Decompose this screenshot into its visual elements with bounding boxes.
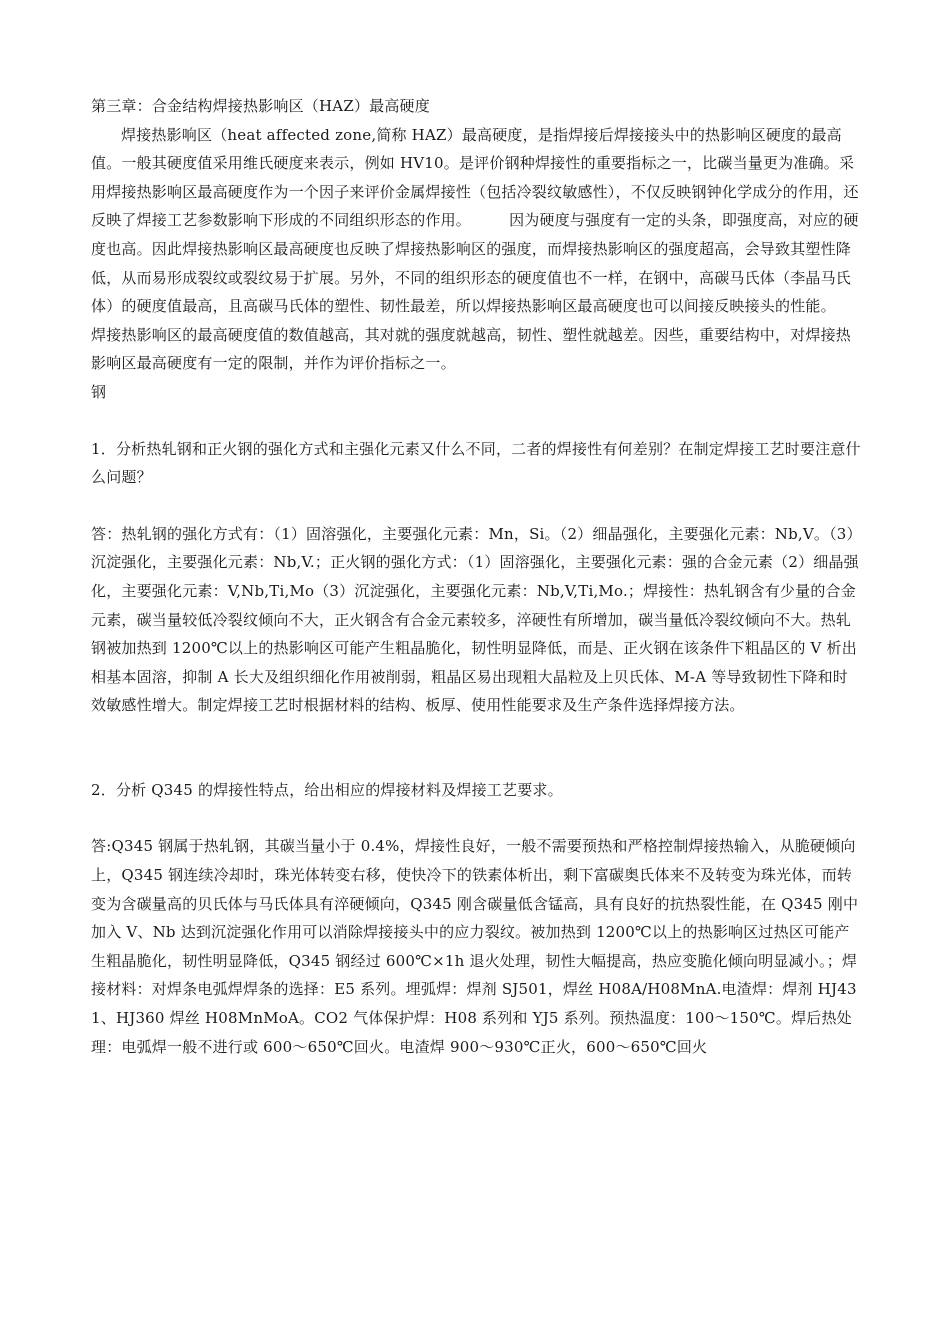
question-2: 2．分析 Q345 的焊接性特点，给出相应的焊接材料及焊接工艺要求。	[91, 780, 563, 799]
chapter-title: 第三章：合金结构焊接热影响区（HAZ）最高硬度	[91, 97, 430, 115]
spacer	[91, 492, 861, 520]
answer-2: 答:Q345 钢属于热轧钢，其碳当量小于 0.4%，焊接性良好，一般不需要预热和严格控制焊接热输入，从脆硬倾向上，Q345 钢连续冷却时，珠光体转变右移，使快冷下的铁素体析出，剩下富碳奥氏体来不及转变为珠光体，而转变为含碳量高的贝氏体与马氏体具有淬硬倾向，Q345 刚含碳量低含锰高，具有良好的抗热裂性能，在 Q345 刚中加入 V、Nb 达到沉淀强化作用可以消除焊接接头中的应力裂纹。被加热到 1200℃以上的热影响区过热区可能产生粗晶脆化，韧性明显降低，Q345 钢经过 600℃×1h 退火处理，韧性大幅提高，热应变脆化倾向明显减小。；焊接材料：对焊条电弧焊焊条的选择：E5 系列。埋弧焊：焊剂 SJ501，焊丝 H08A/H08MnA.电渣焊：焊剂 HJ431、HJ360 焊丝 H08MnMoA。CO2 气体保护焊：H08 系列和 YJ5 系列。预热温度：100～150℃。焊后热处理：电弧焊一般不进行或 600～650℃回火。电渣焊 900～930℃正火，600～650℃回火	[91, 837, 859, 1056]
document-page	[91, 92, 874, 1061]
intro-paragraph: 焊接热影响区（heat affected zone,简称 HAZ）最高硬度，是指焊接后焊接接头中的热影响区硬度的最高值。一般其硬度值采用维氏硬度来表示，例如 HV10。是评价钢种焊接性的重要指标之一，比碳当量更为准确。采用焊接热影响区最高硬度作为一个因子来评价金属焊接性（包括冷裂纹敏感性），不仅反映钢钟化学成分的作用，还反映了焊接工艺参数影响下形成的不同组织形态的作用。 因为硬度与强度有一定的头条，即强度高，对应的硬度也高。因此焊接热影响区最高硬度也反映了焊接热影响区的强度，而焊接热影响区的强度超高，会导致其塑性降低，从而易形成裂纹或裂纹易于扩展。另外，不同的组织形态的硬度值也不一样，在钢中，高碳马氏体（李晶马氏体）的硬度值最高，且高碳马氏体的塑性、韧性最差，所以焊接热影响区最高硬度也可以间接反映接头的性能。 焊接热影响区的最高硬度值的数值越高，其对就的强度就越高，韧性、塑性就越差。因些，重要结构中，对焊接热影响区最高硬度有一定的限制，并作为评价指标之一。	[91, 125, 874, 373]
spacer	[91, 407, 861, 435]
spacer	[91, 804, 861, 832]
section-word: 钢	[91, 382, 107, 401]
question-1: 1．分析热轧钢和正火钢的强化方式和主强化元素又什么不同，二者的焊接性有何差别？在制定焊接工艺时要注意什么问题？	[91, 439, 861, 487]
spacer	[91, 720, 861, 776]
answer-1: 答：热轧钢的强化方式有：（1）固溶强化，主要强化元素：Mn，Si。（2）细晶强化，主要强化元素：Nb,V。（3）沉淀强化，主要强化元素：Nb,V.；正火钢的强化方式：（1）固溶强化，主要强化元素：强的合金元素（2）细晶强化，主要强化元素：V,Nb,Ti,Mo（3）沉淀强化，主要强化元素：Nb,V,Ti,Mo.；焊接性：热轧钢含有少量的合金元素，碳当量较低冷裂纹倾向不大，正火钢含有合金元素较多，淬硬性有所增加，碳当量低冷裂纹倾向不大。热轧钢被加热到 1200℃以上的热影响区可能产生粗晶脆化，韧性明显降低，而是、正火钢在该条件下粗晶区的 V 析出相基本固溶，抑制 A 长大及组织细化作用被削弱，粗晶区易出现粗大晶粒及上贝氏体、M-A 等导致韧性下降和时效敏感性增大。制定焊接工艺时根据材料的结构、板厚、使用性能要求及生产条件选择焊接方法。	[91, 524, 859, 715]
